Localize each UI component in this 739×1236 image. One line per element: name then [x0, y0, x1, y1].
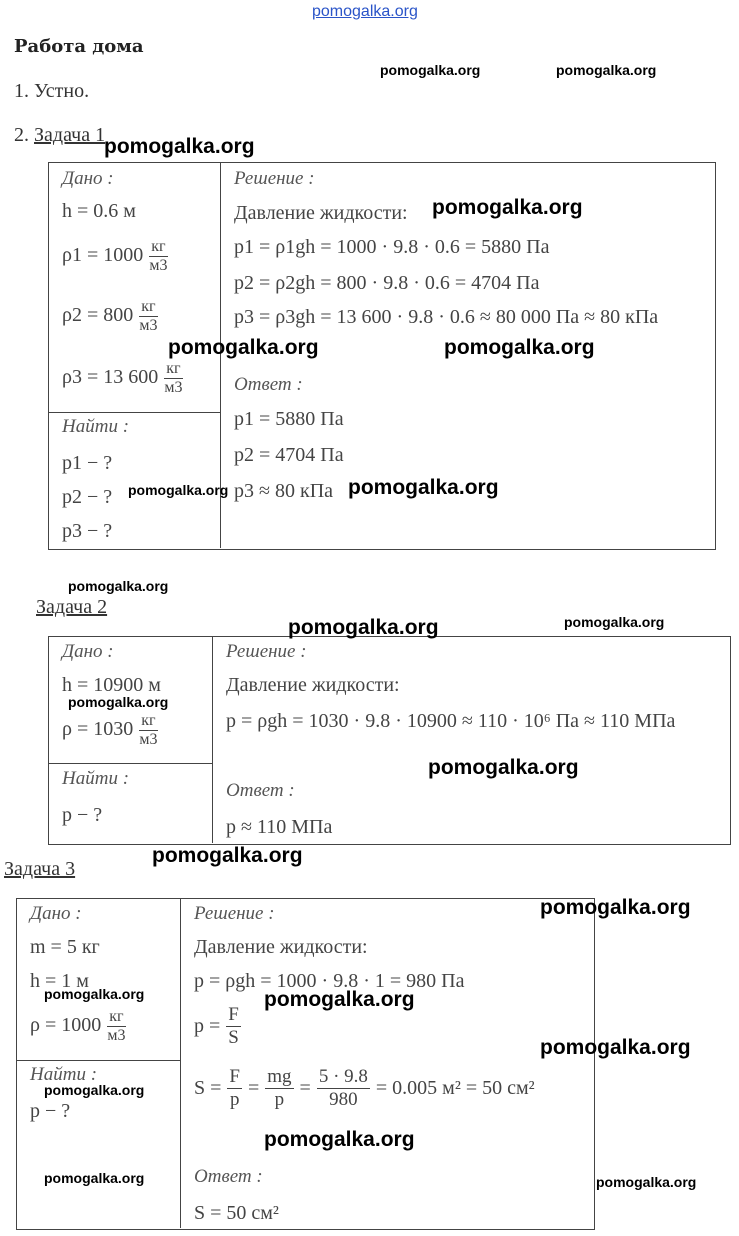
watermark: pomogalka.org — [428, 756, 579, 779]
task2-find-label: Найти : — [62, 768, 130, 789]
page-title: Работа дома — [14, 36, 144, 57]
task2-find-1: p − ? — [62, 804, 103, 826]
watermark: pomogalka.org — [556, 62, 657, 78]
task1-find-2: p2 − ? — [62, 486, 113, 508]
task3-solution-4: S = $\frac{F}{p}$ = $\frac{mg}{p}$ = $\frac{5 \cdot 9.8}{980}$ = 0.005 м² = 50 см² — [194, 1066, 535, 1110]
task3-given-rho: ρ = 1000 $\frac{кг}{м3}$ — [30, 1008, 126, 1044]
task1-given-h: h = 0.6 м — [62, 200, 136, 222]
task3-divider — [180, 898, 181, 1228]
task1-solution-1: Давление жидкости: — [234, 202, 408, 224]
task1-label: Задача 1 — [34, 124, 106, 146]
task1-given-rho2: ρ2 = 800 $\frac{кг}{м3}$ — [62, 298, 158, 334]
task3-solution-3: p = $\frac{F}{S}$ — [194, 1004, 239, 1048]
task3-solution-label: Решение : — [194, 903, 275, 924]
task1-solution-2: p1 = ρ1gh = 1000 · 9.8 · 0.6 = 5880 Па — [234, 236, 550, 258]
task3-solution-1: Давление жидкости: — [194, 936, 368, 958]
watermark: pomogalka.org — [564, 614, 665, 630]
task1-solution-label: Решение : — [234, 168, 315, 189]
task1-solution-3: p2 = ρ2gh = 800 · 9.8 · 0.6 = 4704 Па — [234, 272, 540, 294]
task3-find-label: Найти : — [30, 1064, 98, 1085]
watermark: pomogalka.org — [168, 336, 319, 359]
item-2-prefix: 2. — [14, 124, 34, 146]
task2-given-label: Дано : — [62, 641, 114, 662]
task2-solution-1: Давление жидкости: — [226, 674, 400, 696]
watermark: pomogalka.org — [68, 694, 169, 710]
watermark: pomogalka.org — [348, 476, 499, 499]
watermark: pomogalka.org — [540, 896, 691, 919]
watermark: pomogalka.org — [596, 1174, 697, 1190]
task2-divider — [212, 636, 213, 843]
task1-given-label: Дано : — [62, 168, 114, 189]
task1-answer-label: Ответ : — [234, 374, 303, 395]
task3-answer-label: Ответ : — [194, 1166, 263, 1187]
watermark: pomogalka.org — [44, 1082, 145, 1098]
task1-given-divider — [48, 412, 220, 413]
task3-solution-2: p = ρgh = 1000 · 9.8 · 1 = 980 Па — [194, 970, 465, 992]
task1-solution-4: p3 = ρ3gh = 13 600 · 9.8 · 0.6 ≈ 80 000 Па ≈ 80 кПа — [234, 306, 659, 328]
task2-solution-2: p = ρgh = 1030 · 9.8 · 10900 ≈ 110 · 10⁶ Па ≈ 110 МПа — [226, 710, 676, 732]
task2-given-h: h = 10900 м — [62, 674, 161, 696]
task3-given-divider — [16, 1060, 180, 1061]
item-1: 1. Устно. — [14, 80, 90, 102]
task2-label: Задача 2 — [36, 596, 108, 618]
task2-given-divider — [48, 763, 212, 764]
task3-answer-1: S = 50 см² — [194, 1202, 279, 1224]
header-link[interactable]: pomogalka.org — [312, 3, 418, 20]
task3-given-h: h = 1 м — [30, 970, 89, 992]
task2-given-rho: ρ = 1030 $\frac{кг}{м3}$ — [62, 712, 158, 748]
task3-label: Задача 3 — [4, 858, 76, 880]
watermark: pomogalka.org — [288, 616, 439, 639]
task1-find-3: p3 − ? — [62, 520, 113, 542]
task1-find-label: Найти : — [62, 416, 130, 437]
watermark: pomogalka.org — [44, 1170, 145, 1186]
watermark: pomogalka.org — [444, 336, 595, 359]
watermark: pomogalka.org — [432, 196, 583, 219]
watermark: pomogalka.org — [44, 986, 145, 1002]
task2-solution-label: Решение : — [226, 641, 307, 662]
watermark: pomogalka.org — [152, 844, 303, 867]
item-2 — [14, 124, 105, 147]
watermark: pomogalka.org — [104, 135, 255, 158]
task1-answer-3: p3 ≈ 80 кПа — [234, 480, 334, 502]
task1-given-rho3: ρ3 = 13 600 $\frac{кг}{м3}$ — [62, 360, 183, 396]
watermark: pomogalka.org — [128, 482, 229, 498]
watermark: pomogalka.org — [264, 1128, 415, 1151]
task1-answer-1: p1 = 5880 Па — [234, 408, 344, 430]
task2-answer-1: p ≈ 110 МПа — [226, 816, 333, 838]
watermark: pomogalka.org — [264, 988, 415, 1011]
task3-given-label: Дано : — [30, 903, 82, 924]
task3-find-1: p − ? — [30, 1100, 71, 1122]
task1-answer-2: p2 = 4704 Па — [234, 444, 344, 466]
watermark: pomogalka.org — [380, 62, 481, 78]
watermark: pomogalka.org — [540, 1036, 691, 1059]
task1-given-rho1: ρ1 = 1000 $\frac{кг}{м3}$ — [62, 238, 168, 274]
watermark: pomogalka.org — [68, 578, 169, 594]
task2-answer-label: Ответ : — [226, 780, 295, 801]
task3-given-m: m = 5 кг — [30, 936, 100, 958]
task1-find-1: p1 − ? — [62, 452, 113, 474]
